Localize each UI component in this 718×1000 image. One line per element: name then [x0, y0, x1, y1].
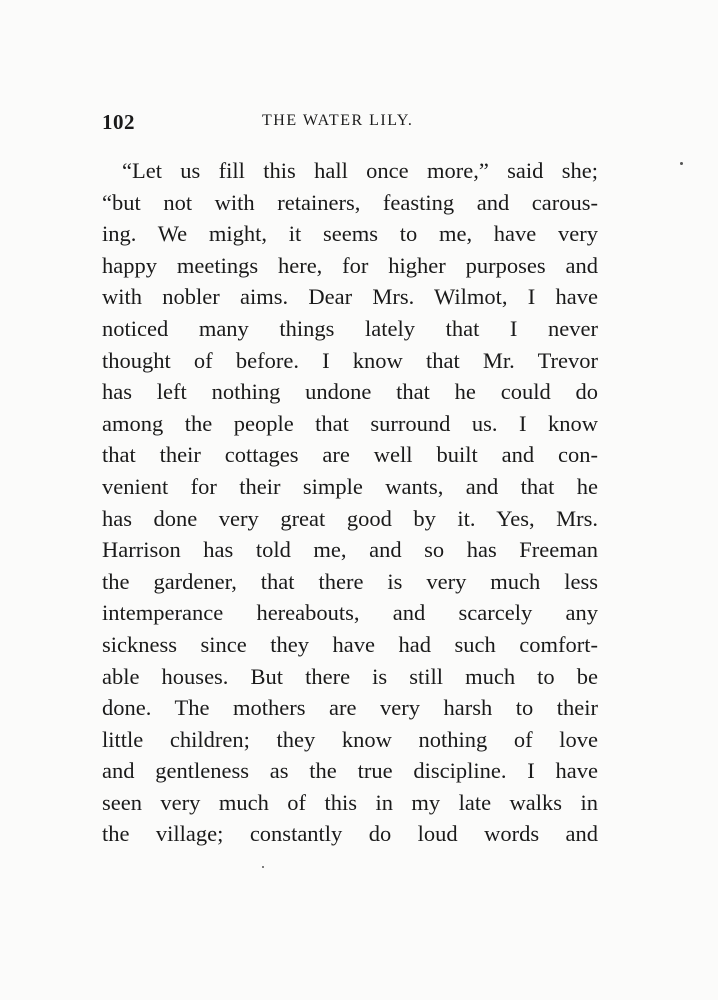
text-line: able houses. But there is still much to be: [102, 663, 598, 689]
text-line: “Let us fill this hall once more,” said she;: [122, 158, 598, 183]
text-line: venient for their simple wants, and that he: [102, 473, 598, 499]
text-line: among the people that surround us. I know: [102, 410, 598, 436]
text-line: done. The mothers are very harsh to their: [102, 695, 598, 721]
page-number: 102: [102, 110, 135, 134]
text-line: thought of before. I know that Mr. Trevor: [102, 347, 598, 373]
text-line: happy meetings here, for higher purposes and: [102, 252, 598, 278]
text-line: intemperance hereabouts, and scarcely any: [102, 600, 598, 626]
running-title: THE WATER LILY.: [262, 112, 414, 129]
text-line: seen very much of this in my late walks in: [102, 789, 598, 815]
page-header: [102, 110, 598, 134]
paper-speck: [680, 162, 683, 165]
text-line: has done very great good by it. Yes, Mrs.: [102, 505, 598, 531]
text-line: “but not with retainers, feasting and carous-: [102, 189, 598, 215]
text-line: with nobler aims. Dear Mrs. Wilmot, I have: [102, 284, 598, 310]
text-line: Harrison has told me, and so has Freeman: [102, 537, 598, 563]
body-text: [102, 155, 598, 850]
text-line: little children; they know nothing of love: [102, 726, 598, 752]
text-line: sickness since they have had such comfort-: [102, 631, 598, 657]
text-line: that their cottages are well built and con-: [102, 442, 598, 468]
text-line: has left nothing undone that he could do: [102, 379, 598, 405]
paper-speck: [262, 866, 264, 868]
text-line: and gentleness as the true discipline. I have: [102, 758, 598, 784]
text-line: the village; constantly do loud words and: [102, 821, 598, 847]
text-line: ing. We might, it seems to me, have very: [102, 221, 598, 247]
text-line: noticed many things lately that I never: [102, 315, 598, 341]
text-line: the gardener, that there is very much less: [102, 568, 598, 594]
